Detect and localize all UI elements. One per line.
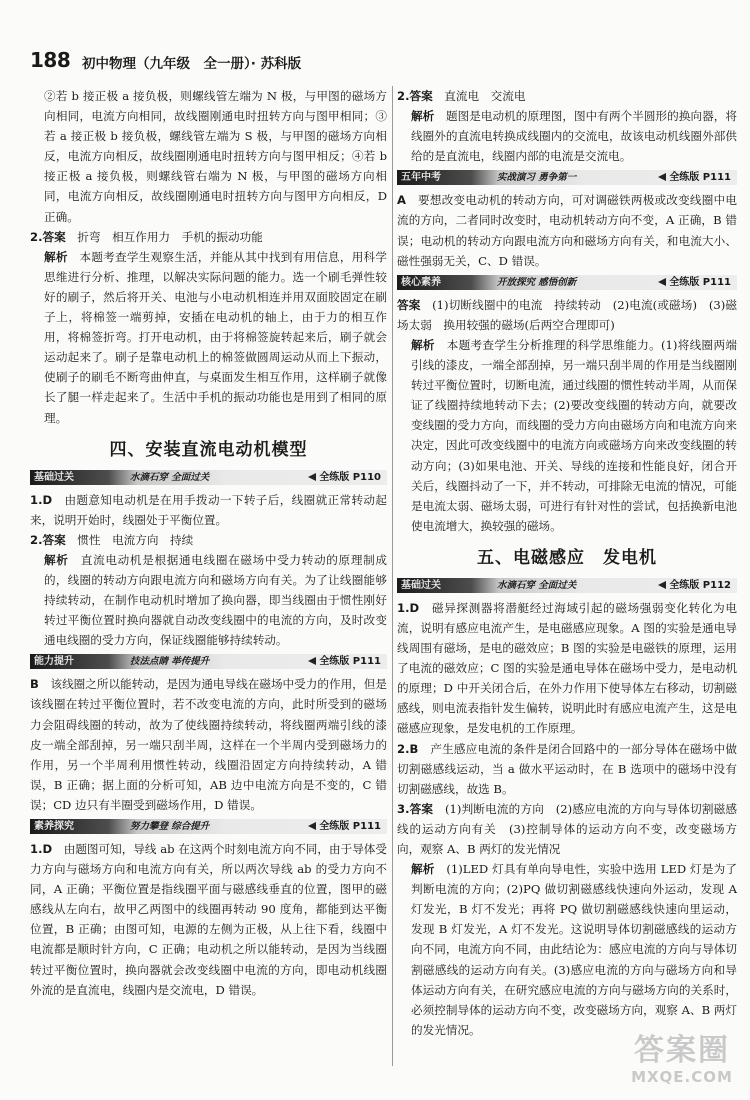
answer-number: 2.答案 — [30, 229, 66, 244]
answer-text: 折弯 相互作用力 手机的振动功能 — [77, 229, 263, 244]
bar-page-ref: 全练版 P112 — [658, 578, 731, 593]
answer-1 — [30, 839, 387, 1000]
answer-text: 由题图可知，导线 ab 在这两个时刻电流方向不同，由于导体受力方向与磁场方向和电流方向有关，所以两次导线 ab 的受力方向不同，A 正确；平衡位置是指线圈平面与磁感线垂直的位置，图甲的磁感线从左向右，故甲乙两图中的线圈再转动 90 度角，都能到达平衡位置，B 正确；由图可知，电源的左侧为正极，从上往下看，线圈中电流都是顺时针方向，C 正确；电动机之所以能转动，是因为当线圈转过平衡位置时，换向器就会改变线圈中电流的方向，即电动机线圈外流的是直流电，线圈内是交流电，D 错误。 — [30, 842, 387, 997]
triangle-icon — [658, 278, 666, 286]
answer-2 — [397, 739, 737, 799]
explanation-text: (1)LED 灯具有单向导电性，实验中选用 LED 灯是为了判断电流的方向；(2)PQ 做切割磁感线快速向外运动，发现 A 灯发光，B 灯不发光；再将 PQ 做切割磁感线快速向里运动，发现 B 灯发光，A 灯不发光。这说明导体切割磁感线的运动方向不同，电流方向不同，由此结论为：感应电流的方向与导体切割磁感线的运动方向有关。(3)感应电流的方向与磁场方向和导体运动方向有关，在研究感应电流的方向与磁场方向的关系时，必须控制导体的运动方向不变，改变磁场方向，观察 A、B 两灯的发光情况。 — [411, 862, 737, 1037]
answer-2 — [397, 86, 737, 106]
explanation-label: 解析 — [44, 249, 68, 264]
answer-b — [30, 674, 387, 815]
page-header — [30, 48, 720, 76]
answer-3 — [397, 799, 737, 859]
bar-block-label: 基础过关 — [34, 471, 74, 483]
answer-number: 3.答案 — [397, 801, 434, 816]
answer-1 — [397, 598, 737, 739]
explanation-label: 解析 — [411, 109, 435, 124]
bar-tagline: 开放探究 感悟创新 — [497, 276, 577, 288]
explanation — [397, 106, 737, 166]
explanation-text: 题图是电动机的原理图，图中有两个半圆形的换向器，将线圈外的直流电转换成线圈内的交流电，故该电动机线圈外部供给的是直流电，线圈内部的电流是交流电。 — [411, 109, 737, 164]
bar-block-label: 素养探究 — [34, 821, 74, 832]
explanation-text: 直流电动机是根据通电线圈在磁场中受力转动的原理制成的，线圈的转动方向跟电流方向和磁场方向有关。为了让线圈能够持续转动，在制作电动机时增加了换向器，即当线圈由于惯性刚好转过平衡位置时换向器就自动改变线圈中的电流的方向，及时改变通电线圈的受力方向，保证线圈能够持续转动。 — [44, 552, 387, 648]
section-title-4: 四、安装直流电动机模型 — [109, 439, 308, 460]
explanation-2 — [30, 247, 387, 428]
bar-block-label: 能力提升 — [34, 656, 74, 668]
answer-text: 由题意知电动机是在用手拨动一下转子后，线圈就正常转动起来，说明开始时，线圈处于平衡位置。 — [30, 492, 387, 527]
explanation-label: 解析 — [411, 337, 435, 352]
answer-number: 2.答案 — [30, 532, 66, 547]
answer-1 — [30, 490, 387, 530]
section-title-5: 五、电磁感应 发电机 — [477, 547, 657, 568]
answer-text: 惯性 电流方向 持续 — [77, 532, 194, 547]
answer-number: 1.D — [30, 842, 53, 856]
explanation-label: 解析 — [44, 552, 69, 567]
bar-block-label: 核心素养 — [401, 276, 441, 288]
watermark-logo-text: 答案圈 — [634, 1033, 730, 1068]
triangle-icon — [658, 581, 666, 589]
explanation — [397, 335, 737, 536]
section-bar-basic — [30, 470, 387, 485]
bar-block-label: 五年中考 — [401, 172, 441, 184]
explanation-label: 解析 — [411, 862, 435, 877]
answer-label: 答案 — [397, 297, 421, 312]
site-watermark — [622, 1034, 742, 1092]
answer — [397, 295, 737, 335]
bar-page-ref: 全练版 P110 — [308, 470, 381, 485]
explanation — [397, 859, 737, 1040]
answer-text: 直流电 交流电 — [444, 89, 526, 103]
bar-page-ref: 全练版 P111 — [658, 170, 731, 185]
answer-text: 磁异探测器将潜艇经过海域引起的磁场强弱变化转化为电流，说明有感应电流产生，是电磁感应现象。A 图的实验是通电导线周围有磁场，是电的磁效应；B 图的实验是电磁铁的原理，运用了电流的磁效应；C 图的实验是通电导体在磁场中受力，是电动机的原理；D 中开关闭合后，在外力作用下使导体左右移动，切割磁感线，则电流表指针发生偏转，说明此时有感应电流产生，这是电磁感应现象，是发电机的工作原理。 — [397, 600, 737, 736]
section-bar-core — [397, 275, 737, 290]
answer-a — [397, 190, 737, 270]
explanation-text: 本题考查学生观察生活，并能从其中找到有用信息，用科学思维进行分析、推理，以解决实际问题的能力。选一个刷毛弹性较好的刷子，然后将开关、电池与小电动机相连并用双面胶固定在刷子上，将棉签一端剪掉，安插在电动机的轴上，由于力的相互作用，将棉签折弯。打开电动机，由于将棉签旋转起来后，刷子就会运动起来了。刷子是靠电动机上的棉签做圆周运动从而上下振动，使刷子的刷毛不断弯曲伸直，与桌面发生相互作用，这样刷子就像长了腿一样走起来了。生活中手机的振动功能也是用到了相同的原理。 — [44, 249, 387, 425]
triangle-icon — [308, 822, 316, 830]
answer-text: (1)切断线圈中的电流 持续转动 (2)电流(或磁场) (3)磁场太弱 换用较强的磁场(后两空合理即可) — [397, 297, 737, 332]
answer-number: 2.B — [397, 741, 419, 756]
answer-number: 2.答案 — [397, 89, 433, 103]
bar-tagline: 水滴石穿 全面过关 — [497, 579, 577, 591]
triangle-icon — [658, 173, 666, 181]
book-title: 初中物理（九年级 全一册）· 苏科版 — [82, 56, 302, 72]
bar-tagline: 技法点睛 举传提升 — [130, 656, 210, 668]
answer-number: 1.D — [397, 600, 420, 615]
explanation-text: 本题考查学生分析推理的科学思维能力。(1)将线圈两端引线的漆皮，一端全部刮掉，另一端只刮半周的作用是当线圈刚转过平衡位置时，切断电流，通过线圈的惯性转动半周，从而保证了线圈持续地转动下去；(2)要改变线圈的转动方向，就要改变线圈的受力方向，而线圈的受力方向由磁场方向和电流方向来决定，因此可改变线圈中的电流方向或磁场方向来改变线圈的转动方向；(3)如果电池、开关、导线的连接和性能良好，闭合开关后，线圈抖动了一下，并不转动，可排除无电流的情况，可能是电流太弱、磁场太弱，可进行有针对性的尝试，包括换新电池使电流增大，换较强的磁场。 — [411, 337, 737, 533]
answer-text: (1)判断电流的方向 (2)感应电流的方向与导体切割磁感线的运动方向有关 (3)控制导体的运动方向不变，改变磁场方向，观察 A、B 两灯的发光情况 — [397, 801, 737, 856]
answer-number: 1.D — [30, 492, 53, 507]
explanation — [30, 550, 387, 650]
bar-page-ref: 全练版 P111 — [308, 819, 381, 834]
section-bar-basic-5 — [397, 578, 737, 593]
answer-number: A — [397, 193, 406, 208]
bar-block-label: 基础过关 — [401, 579, 441, 591]
answer-text: 产生感应电流的条件是闭合回路中的一部分导体在磁场中做切割磁感线运动，当 a 做水平运动时，在 B 选项中的磁场中没有切割磁感线，故选 B。 — [397, 741, 737, 796]
left-column — [30, 86, 387, 1000]
right-column — [397, 86, 737, 1040]
section-bar-exam — [397, 170, 737, 185]
answer-number: B — [30, 677, 39, 692]
bar-tagline: 努力攀登 综合提升 — [130, 821, 210, 832]
answer-text: 该线圈之所以能转动，是因为通电导线在磁场中受力的作用，但是该线圈在转过平衡位置时，若不改变电流的方向，此时所受到的磁场力会阻碍线圈的转动，故为了使线圈持续转动，将线圈两端引线的漆皮一端全部刮掉，另一端只刮半周，这样在一个半周内受到磁场力的作用，另一个半周利用惯性转动，线圈沿固定方向持续转动，A 错误，B 正确；据上面的分析可知，AB 边中电流方向是不变的，C 错误；CD 边只有半圈受到磁场作用，D 错误。 — [30, 677, 387, 812]
column-divider — [392, 86, 393, 1066]
bar-page-ref: 全练版 P111 — [658, 275, 731, 290]
bar-tagline: 水滴石穿 全面过关 — [130, 471, 210, 483]
triangle-icon — [308, 657, 316, 665]
bar-tagline: 实战演习 勇争第一 — [497, 172, 577, 184]
continued-answer: ②若 b 接正极 a 接负极，则螺线管左端为 N 极，与甲图的磁场方向相同，电流方向相同，故线圈刚通电时扭转方向与图甲相同；③若 a 接正极 b 接负极，螺线管左端为 S 极，与甲图的磁场方向相反，电流方向相反，故线圈刚通电时扭转方向与图甲相反；④若 b 接正极 a 接负极，则螺线管右端为 N 极，与甲图的磁场方向相同，电流方向相反，故线圈刚通电时扭转方向与图甲方向相反，D 正确。 — [44, 89, 387, 224]
watermark-domain: MXQE.COM — [631, 1068, 733, 1086]
page-number: 188 — [30, 48, 71, 72]
section-bar-ability — [30, 654, 387, 669]
section-bar-quality — [30, 819, 387, 834]
answer-2 — [30, 227, 387, 247]
bar-page-ref: 全练版 P111 — [308, 654, 381, 669]
triangle-icon — [308, 473, 316, 481]
answer-2 — [30, 530, 387, 550]
answer-text: 要想改变电动机的转动方向，可对调磁铁两极或改变线圈中电流的方向，二者同时改变时，电动机转动方向不变，A 正确，B 错误；电动机的转动方向跟电流方向和磁场方向有关，和电流大小、磁性强弱无关，C、D 错误。 — [397, 193, 737, 268]
